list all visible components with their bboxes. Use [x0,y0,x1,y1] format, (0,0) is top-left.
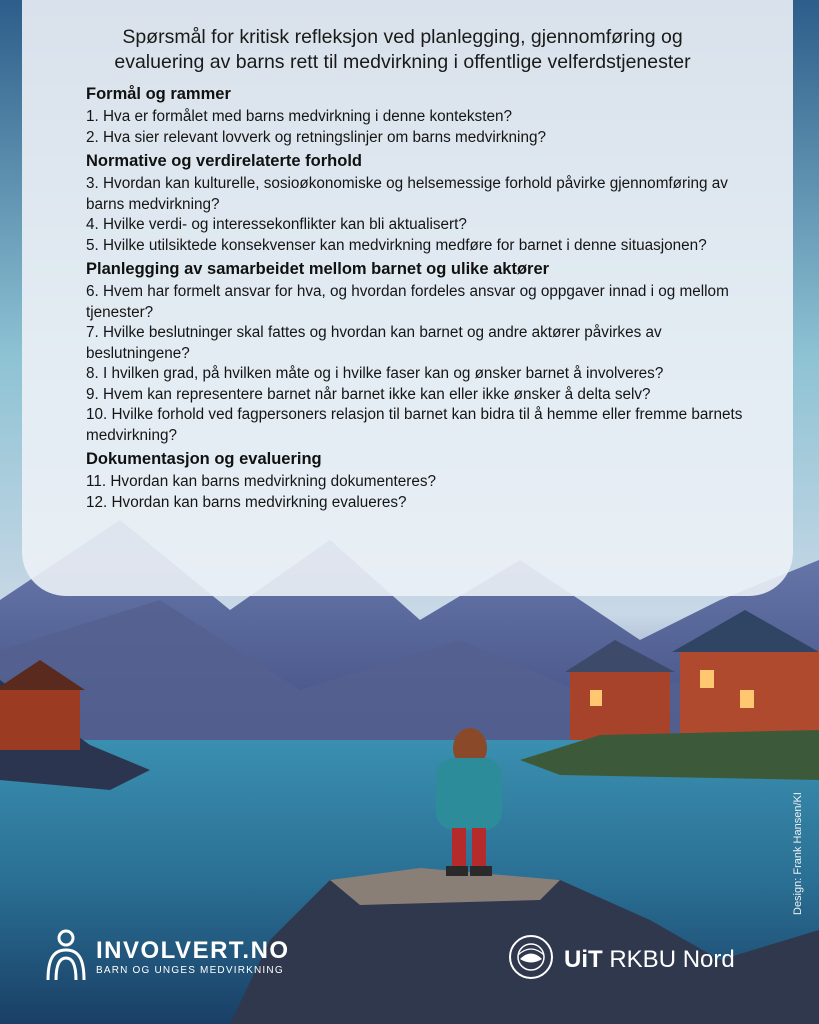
title-line-1: Spørsmål for kritisk refleksjon ved planlegging, gjennomføring og [122,26,683,48]
section-heading: Formål og rammer [86,85,231,103]
question-item: 7. Hvilke beslutninger skal fattes og hvordan kan barnet og andre aktører påvirkes av beslutningene? [86,324,662,362]
question-item: 5. Hvilke utilsiktede konsekvenser kan medvirkning medføre for barnet i denne situasjonen? [86,236,707,254]
question-item: 6. Hvem har formelt ansvar for hva, og hvordan fordeles ansvar og oppgaver innad i og mellom tjenester? [86,283,729,321]
page-title [52,25,753,75]
involvert-name: INVOLVERT.NO [96,937,290,964]
rkbu-label: RKBU Nord [609,945,735,973]
involvert-logo[interactable] [44,928,290,987]
section-heading: Planlegging av samarbeidet mellom barnet og ulike aktører [86,260,550,278]
involvert-tagline: BARN OG UNGES MEDVIRKNING [96,965,284,976]
uit-rkbu-logo[interactable] [508,934,735,985]
question-item: 1. Hva er formålet med barns medvirkning i denne konteksten? [86,108,512,125]
question-item: 9. Hvem kan representere barnet når barnet ikke kan eller ikke ønsker å delta selv? [86,385,651,403]
title-line-2: evaluering av barns rett til medvirkning i offentlige velferdstjenester [114,51,691,73]
question-item: 2. Hva sier relevant lovverk og retningslinjer om barns medvirkning? [86,128,546,146]
question-item: 11. Hvordan kan barns medvirkning dokumenteres? [86,473,437,490]
section-heading: Dokumentasjon og evaluering [86,450,322,468]
uit-label: UiT [564,945,603,973]
design-credit [792,893,819,915]
question-item: 10. Hvilke forhold ved fagpersoners relasjon til barnet kan bidra til å hemme eller fremme barnets medvirkning? [86,406,743,444]
section-heading: Normative og verdirelaterte forhold [86,152,362,170]
questions-panel [22,0,793,596]
question-item: 3. Hvordan kan kulturelle, sosioøkonomiske og helsemessige forhold påvirke gjennomføring av barns medvirkning? [86,175,728,213]
question-item: 4. Hvilke verdi- og interessekonflikter kan bli aktualisert? [86,216,467,233]
question-item: 12. Hvordan kan barns medvirkning evalueres? [86,493,407,511]
uit-seal-icon [508,934,554,985]
involvert-logo-icon [44,928,88,987]
question-item: 8. I hvilken grad, på hvilken måte og i hvilke faser kan og ønsker barnet å involveres? [86,365,664,382]
